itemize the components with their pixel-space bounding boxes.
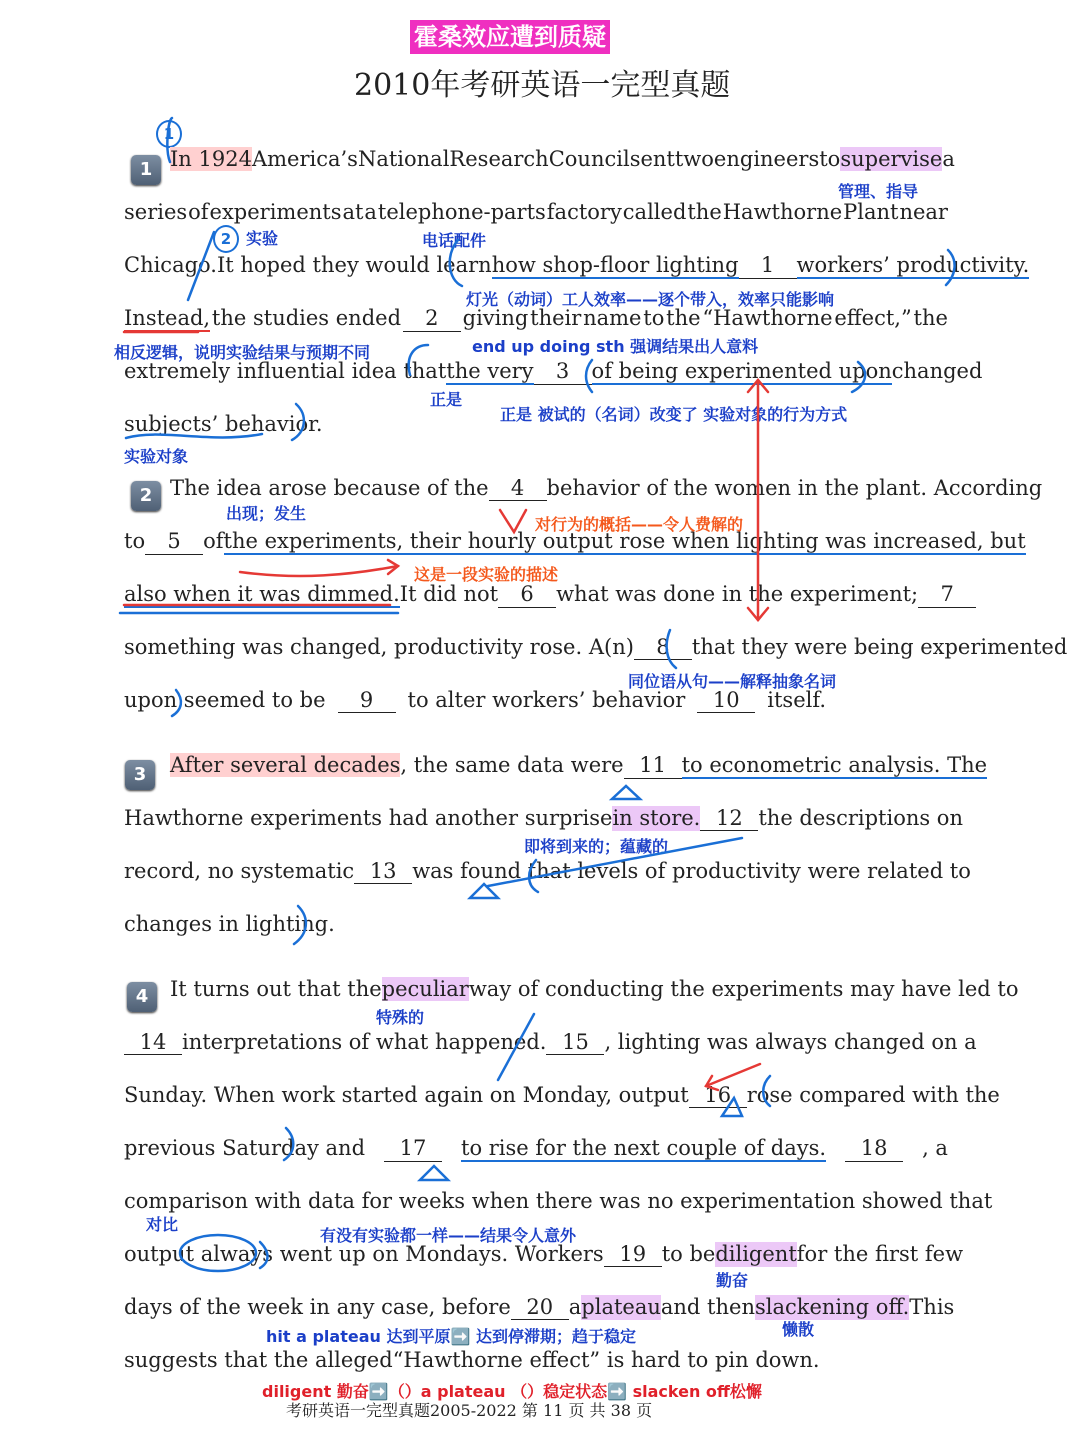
note-subjects-changed: 正是 被试的（名词）改变了 实验对象的行为方式 bbox=[500, 405, 848, 424]
text: was found that levels of productivity were related to bbox=[412, 859, 971, 883]
pen-stroke bbox=[470, 884, 498, 898]
peculiar-highlight: peculiar bbox=[381, 977, 469, 1001]
pen-stroke bbox=[748, 608, 768, 620]
text: subjects’ behavior. bbox=[124, 412, 323, 436]
p4-line-7 bbox=[124, 1295, 955, 1320]
blank-9[interactable]: 9 bbox=[338, 688, 396, 713]
note-description: 这是一段实验的描述 bbox=[414, 565, 559, 584]
word: giving bbox=[462, 306, 529, 330]
p4-line-4 bbox=[124, 1136, 948, 1162]
text bbox=[170, 753, 624, 779]
blank-12[interactable]: 12 bbox=[700, 806, 758, 831]
pen-stroke bbox=[388, 560, 398, 574]
word: a bbox=[942, 147, 955, 171]
text: also when it was dimmed. bbox=[124, 582, 400, 606]
blank-15[interactable]: 15 bbox=[546, 1030, 604, 1055]
p1-line-1 bbox=[170, 147, 955, 171]
word: series bbox=[124, 200, 188, 224]
note-supervise: 管理、指导 bbox=[838, 182, 919, 201]
pen-stroke bbox=[612, 786, 640, 799]
note-experiments: 实验 bbox=[246, 229, 279, 248]
word: near bbox=[899, 200, 948, 224]
word: of bbox=[203, 529, 224, 553]
text: rose compared with the bbox=[746, 1083, 1000, 1107]
paragraph-number-2: 2 bbox=[131, 481, 161, 511]
blank-8[interactable]: 8 bbox=[634, 635, 692, 660]
blank-7[interactable]: 7 bbox=[918, 582, 976, 608]
text: to be bbox=[661, 1242, 716, 1266]
blank-20[interactable]: 20 bbox=[511, 1295, 569, 1320]
word: sent bbox=[629, 147, 675, 171]
text: interpretations of what happened. bbox=[182, 1030, 547, 1054]
page-title: 2010年考研英语一完型真题 bbox=[354, 68, 731, 103]
blank-1[interactable]: 1 bbox=[739, 253, 797, 279]
year-highlight: In 1924 bbox=[170, 147, 252, 171]
diligent-highlight: diligent bbox=[715, 1242, 797, 1266]
blank-14[interactable]: 14 bbox=[124, 1030, 182, 1055]
text: changes in lighting. bbox=[124, 912, 335, 936]
blank-19[interactable]: 19 bbox=[604, 1242, 662, 1267]
blank-18[interactable]: 18 bbox=[845, 1136, 903, 1162]
word: the bbox=[687, 200, 722, 224]
word: of bbox=[188, 200, 209, 224]
word: Plant bbox=[843, 200, 899, 224]
p3-line-4 bbox=[124, 912, 948, 936]
word: National bbox=[357, 147, 450, 171]
text: to alter workers’ behavior bbox=[407, 688, 686, 712]
p4-line-2 bbox=[124, 1030, 977, 1055]
p4-line-1 bbox=[170, 977, 1019, 1001]
text: the studies ended bbox=[211, 306, 402, 330]
word: This bbox=[909, 1295, 955, 1319]
p2-line-4 bbox=[124, 635, 1068, 660]
note-instead: 相反逻辑，说明实验结果与预期不同 bbox=[114, 343, 371, 362]
word: engineers bbox=[713, 147, 820, 171]
paragraph-number-4: 4 bbox=[127, 982, 157, 1012]
word: Hawthorne bbox=[722, 200, 843, 224]
word: to bbox=[124, 529, 146, 553]
text: days of the week in any case, before bbox=[124, 1295, 511, 1319]
p1-line-3 bbox=[124, 253, 1030, 279]
blank-13[interactable]: 13 bbox=[354, 859, 412, 884]
text: Hawthorne experiments had another surprise bbox=[124, 806, 613, 830]
blank-17[interactable]: 17 bbox=[384, 1136, 442, 1162]
text: that they were being experimented bbox=[691, 635, 1068, 659]
p4-line-8 bbox=[124, 1348, 948, 1372]
note-comparison: 对比 bbox=[146, 1215, 179, 1234]
text: the experiments, their hourly output rose when lighting was increased, but bbox=[223, 529, 1026, 553]
text: comparison with data for weeks when there was no experimentation showed that bbox=[124, 1189, 993, 1213]
text: output always went up on Mondays. Workers bbox=[124, 1242, 604, 1266]
text: the very bbox=[446, 359, 534, 383]
word: experiments bbox=[209, 200, 342, 224]
word: telephone-parts bbox=[377, 200, 546, 224]
text: something was changed, productivity rose. A(n) bbox=[124, 635, 634, 659]
blank-16[interactable]: 16 bbox=[689, 1083, 747, 1108]
blank-4[interactable]: 4 bbox=[489, 476, 547, 501]
text: The idea arose because of the bbox=[170, 476, 489, 500]
note-in-store: 即将到来的；蕴藏的 bbox=[524, 837, 669, 856]
note-diligent: 勤奋 bbox=[716, 1271, 749, 1290]
word: the bbox=[666, 306, 701, 330]
text: It turns out that the bbox=[170, 977, 382, 1001]
note-end-up: end up doing sth 强调结果出人意料 bbox=[472, 337, 759, 356]
word: a bbox=[568, 1295, 582, 1319]
plateau-highlight: plateau bbox=[581, 1295, 661, 1319]
text: the descriptions on bbox=[758, 806, 963, 830]
text: , lighting was always changed on a bbox=[604, 1030, 977, 1054]
word: changed bbox=[891, 359, 983, 383]
note-slacken: 懒散 bbox=[782, 1320, 815, 1339]
text: suggests that the alleged“Hawthorne effect” is hard to pin down. bbox=[124, 1348, 820, 1372]
word: America’s bbox=[251, 147, 358, 171]
word: at bbox=[342, 200, 364, 224]
word: name bbox=[583, 306, 642, 330]
note-subjects: 实验对象 bbox=[124, 447, 189, 466]
note-the-very: 正是 bbox=[430, 390, 463, 409]
text: previous Saturday and bbox=[124, 1136, 366, 1160]
text: extremely influential idea that bbox=[124, 359, 447, 383]
text: and then bbox=[660, 1295, 755, 1319]
text: of being experimented upon bbox=[591, 359, 892, 383]
p1-line-2 bbox=[124, 200, 948, 224]
note-appositive: 同位语从句——解释抽象名词 bbox=[628, 672, 837, 691]
text: It did not bbox=[399, 582, 499, 606]
p4-line-3 bbox=[124, 1083, 1000, 1108]
text: , a bbox=[922, 1136, 948, 1160]
p3-line-3 bbox=[124, 859, 971, 884]
slackening-highlight: slackening off. bbox=[754, 1295, 910, 1319]
word: Council bbox=[548, 147, 630, 171]
blank-3[interactable]: 3 bbox=[534, 359, 592, 385]
text: upon seemed to be bbox=[124, 688, 326, 712]
text: record, no systematic bbox=[124, 859, 355, 883]
supervise-highlight: supervise bbox=[840, 147, 943, 171]
text: how shop-floor lighting bbox=[491, 253, 739, 277]
p4-line-5 bbox=[124, 1189, 993, 1213]
text: to rise for the next couple of days. bbox=[461, 1136, 827, 1160]
note-telephone-parts: 电话配件 bbox=[422, 231, 487, 250]
note-summary: diligent 勤奋➡️（）a plateau （）稳定状态➡️ slacken off松懈 bbox=[262, 1382, 762, 1401]
pen-stroke bbox=[420, 1166, 448, 1180]
word: called bbox=[622, 200, 687, 224]
word: to bbox=[819, 147, 841, 171]
blank-10[interactable]: 10 bbox=[697, 688, 755, 713]
blank-5[interactable]: 5 bbox=[145, 529, 203, 555]
note-lighting: 灯光（动词）工人效率——逐个带入，效率只能影响 bbox=[466, 290, 835, 309]
word: factory bbox=[546, 200, 622, 224]
word: a bbox=[364, 200, 377, 224]
blank-6[interactable]: 6 bbox=[498, 582, 556, 608]
pen-stroke bbox=[240, 566, 398, 576]
word: effect,” bbox=[834, 306, 912, 330]
word: to bbox=[643, 306, 665, 330]
decades-highlight: After several decades bbox=[170, 753, 401, 777]
paragraph-number-3: 3 bbox=[125, 760, 155, 790]
text: behavior of the women in the plant. According bbox=[546, 476, 1043, 500]
note-no-difference: 有没有实验都一样——结果令人意外 bbox=[320, 1226, 577, 1245]
blank-11[interactable]: 11 bbox=[624, 753, 682, 779]
word: two bbox=[674, 147, 714, 171]
p3-line-2 bbox=[124, 806, 963, 831]
note-behavior: 对行为的概括——令人费解的 bbox=[535, 515, 744, 534]
word: Chicago. bbox=[124, 253, 217, 277]
text: workers’ productivity. bbox=[796, 253, 1030, 277]
title-tag: 霍桑效应遭到质疑 bbox=[410, 20, 610, 54]
text: for the first few bbox=[796, 1242, 964, 1266]
text: to econometric analysis. The bbox=[681, 753, 988, 777]
word: “Hawthorne bbox=[702, 306, 833, 330]
instead-underline: Instead, bbox=[124, 306, 211, 330]
word: itself. bbox=[767, 688, 827, 712]
p3-line-1 bbox=[170, 753, 988, 779]
p2-line-1 bbox=[170, 476, 1043, 501]
note-plateau: hit a plateau 达到平原➡️ 达到停滞期；趋于稳定 bbox=[266, 1327, 636, 1346]
word: their bbox=[530, 306, 582, 330]
p2-line-3 bbox=[124, 582, 954, 608]
note-arose: 出现；发生 bbox=[226, 504, 307, 523]
paragraph-number-1: 1 bbox=[131, 155, 161, 185]
text: what was done in the experiment; bbox=[556, 582, 919, 606]
in-store-highlight: in store. bbox=[612, 806, 701, 830]
text: way of conducting the experiments may have led to bbox=[468, 977, 1019, 1001]
text: It hoped they would learn bbox=[216, 253, 492, 277]
circled-number-1: 1 bbox=[156, 120, 182, 148]
note-peculiar: 特殊的 bbox=[376, 1008, 425, 1027]
blank-2[interactable]: 2 bbox=[403, 306, 461, 332]
page-footer: 考研英语一完型真题2005-2022 第 11 页 共 38 页 bbox=[286, 1401, 653, 1420]
circled-number-2: 2 bbox=[213, 225, 239, 253]
text: Sunday. When work started again on Monday, output bbox=[124, 1083, 689, 1107]
word: the bbox=[913, 306, 948, 330]
word: Research bbox=[449, 147, 549, 171]
text: , the same data were bbox=[400, 753, 624, 777]
